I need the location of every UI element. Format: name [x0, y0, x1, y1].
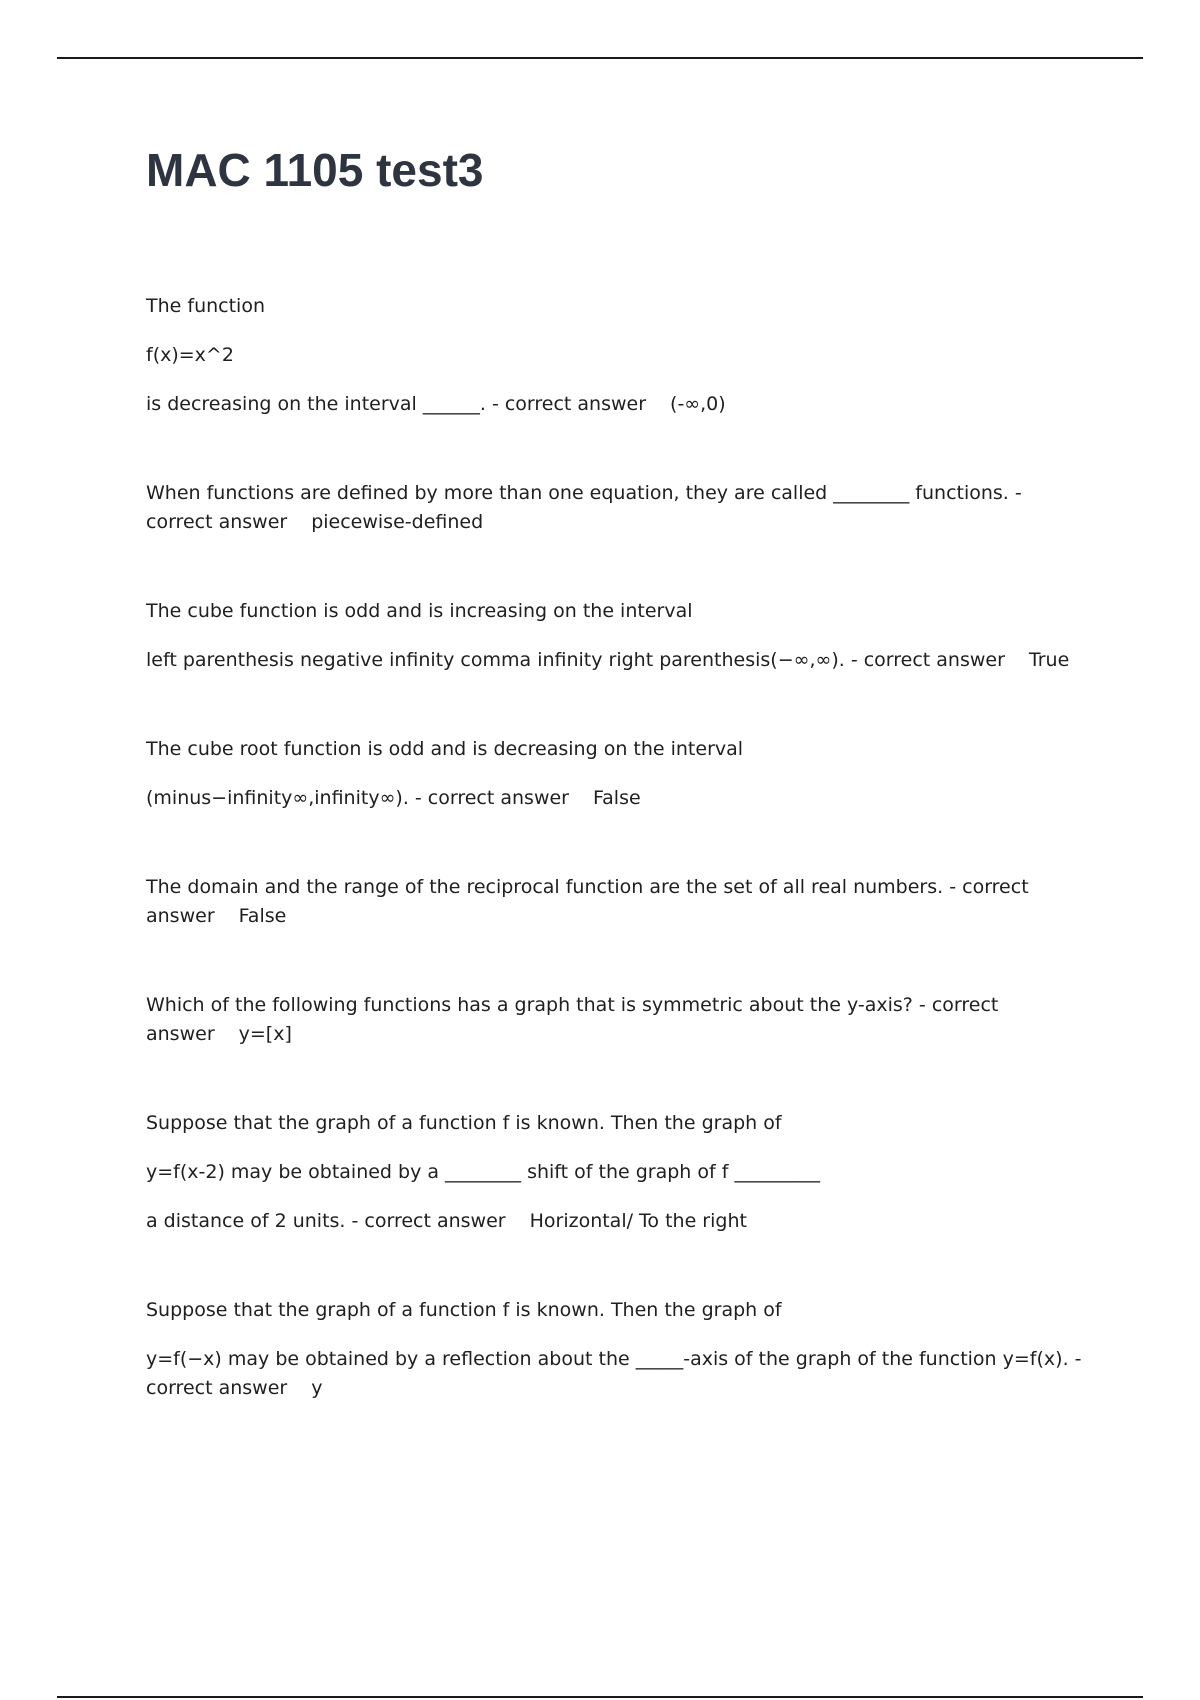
- question-text: is decreasing on the interval ______. - correct answer: [146, 393, 647, 415]
- question-text: (minus−infinity∞,infinity∞). - correct answer: [146, 787, 569, 809]
- qa-item-8: [146, 1296, 1092, 1403]
- question-final-line: [146, 479, 1092, 537]
- answer-text: False: [592, 787, 641, 809]
- question-final-line: [146, 784, 1092, 813]
- answer-text: Horizontal/ To the right: [529, 1210, 747, 1232]
- qa-item-5: [146, 873, 1092, 931]
- answer-text: y: [311, 1377, 323, 1399]
- question-final-line: [146, 646, 1092, 675]
- question-text: left parenthesis negative infinity comma infinity right parenthesis(−∞,∞). - correct answer: [146, 649, 1005, 671]
- question-text: The domain and the range of the reciprocal function are the set of all real numbers. - correct answer: [146, 876, 1029, 927]
- qa-item-2: [146, 479, 1092, 537]
- question-final-line: [146, 873, 1092, 931]
- question-line: f(x)=x^2: [146, 344, 234, 366]
- question-line: The cube function is odd and is increasing on the interval: [146, 600, 693, 622]
- answer-text: y=[x]: [238, 1023, 292, 1045]
- question-final-line: [146, 1345, 1092, 1403]
- question-text: y=f(−x) may be obtained by a reflection about the _____-axis of the graph of the function y=f(x). - correct answer: [146, 1348, 1082, 1399]
- answer-text: piecewise-defined: [311, 511, 484, 533]
- question-final-line: [146, 991, 1092, 1049]
- question-line: y=f(x-2) may be obtained by a ________ shift of the graph of f _________: [146, 1161, 820, 1183]
- qa-item-4: [146, 735, 1092, 813]
- qa-item-1: [146, 292, 1092, 419]
- answer-text: False: [238, 905, 287, 927]
- bottom-rule: [57, 1696, 1143, 1698]
- document-body: [146, 292, 1092, 1463]
- qa-item-7: [146, 1109, 1092, 1236]
- qa-item-6: [146, 991, 1092, 1049]
- qa-item-3: [146, 597, 1092, 675]
- question-final-line: [146, 1207, 1092, 1236]
- question-line: The function: [146, 295, 265, 317]
- question-text: a distance of 2 units. - correct answer: [146, 1210, 506, 1232]
- answer-text: True: [1028, 649, 1070, 671]
- question-final-line: [146, 390, 1092, 419]
- top-rule: [57, 57, 1143, 59]
- question-line: Suppose that the graph of a function f is known. Then the graph of: [146, 1112, 782, 1134]
- answer-text: (-∞,0): [670, 393, 726, 415]
- page-title: MAC 1105 test3: [146, 144, 484, 196]
- question-text: Which of the following functions has a graph that is symmetric about the y-axis? - correct answer: [146, 994, 999, 1045]
- question-text: When functions are defined by more than one equation, they are called ________ functions. - correct answer: [146, 482, 1022, 533]
- question-line: Suppose that the graph of a function f is known. Then the graph of: [146, 1299, 782, 1321]
- question-line: The cube root function is odd and is decreasing on the interval: [146, 738, 744, 760]
